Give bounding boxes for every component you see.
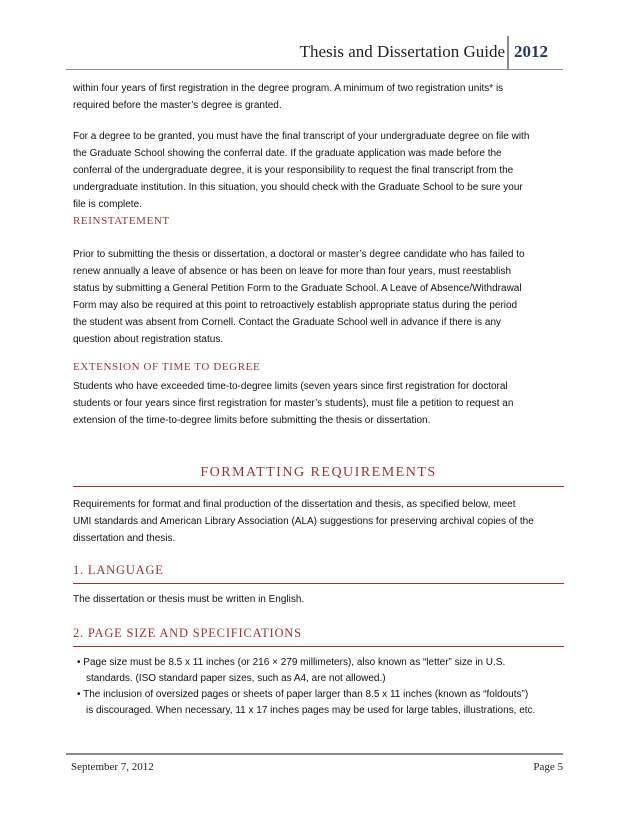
page-size-rule — [73, 646, 564, 647]
header-rule — [66, 69, 563, 70]
reinstatement-paragraph: Prior to submitting the thesis or dissertation, a doctoral or master’s degree candidate who has failed to renew annually a leave of absence or has been on leave for more than four years, must reestablish status by submitting a General Petition Form to the Graduate School. A Leave of Absence/Withdrawal Form may also be required at this point to retroactively establish appropriate status during the period the student was absent from Cornell. Contact the Graduate School well in advance if there is any question about registration status. — [73, 249, 525, 345]
formatting-rule — [73, 486, 564, 487]
page-size-bullet-1: • Page size must be 8.5 x 11 inches (or 216 × 279 millimeters), also known as “letter” size in U.S. standards. (ISO standard paper sizes, such as A4, are not allowed.) — [77, 657, 506, 684]
heading-page-size: 2. PAGE SIZE AND SPECIFICATIONS — [73, 626, 302, 640]
footer-rule — [66, 753, 563, 755]
heading-formatting-requirements: FORMATTING REQUIREMENTS — [200, 465, 437, 480]
header-divider — [507, 36, 509, 70]
intro-paragraph-2: For a degree to be granted, you must have the final transcript of your undergraduate degree on file with the Graduate School showing the conferral date. If the graduate application was made before the conferral of the undergraduate degree, it is your responsibility to request the final transcript from the undergraduate institution. In this situation, you should check with the Graduate School to be sure your file is complete. — [73, 131, 530, 210]
heading-language: 1. LANGUAGE — [73, 563, 164, 577]
header-title: Thesis and Dissertation Guide — [299, 42, 505, 61]
heading-reinstatement: REINSTATEMENT — [73, 215, 170, 227]
footer-date: September 7, 2012 — [71, 761, 154, 773]
language-rule — [73, 583, 564, 584]
header-year: 2012 — [514, 42, 548, 61]
intro-paragraph-1: within four years of first registration in the degree program. A minimum of two registration units* is required before the master’s degree is granted. — [73, 83, 504, 111]
page-size-bullet-2: • The inclusion of oversized pages or sheets of paper larger than 8.5 x 11 inches (known as “foldouts”) is discouraged. When necessary, 11 x 17 inches pages may be used for large tables, illustrations, etc. — [77, 689, 536, 716]
extension-paragraph: Students who have exceeded time-to-degree limits (seven years since first registration for doctoral students or four years since first registration for master’s students), must file a petition to request an extension of the time-to-degree limits before submitting the thesis or dissertation. — [73, 381, 514, 426]
language-paragraph: The dissertation or thesis must be written in English. — [73, 594, 305, 605]
formatting-paragraph: Requirements for format and final production of the dissertation and thesis, as specified below, meet UMI standards and American Library Association (ALA) suggestions for preserving archival copies of the dissertation and thesis. — [73, 499, 534, 544]
footer-page-number: Page 5 — [533, 761, 563, 773]
heading-extension: EXTENSION OF TIME TO DEGREE — [73, 361, 261, 373]
